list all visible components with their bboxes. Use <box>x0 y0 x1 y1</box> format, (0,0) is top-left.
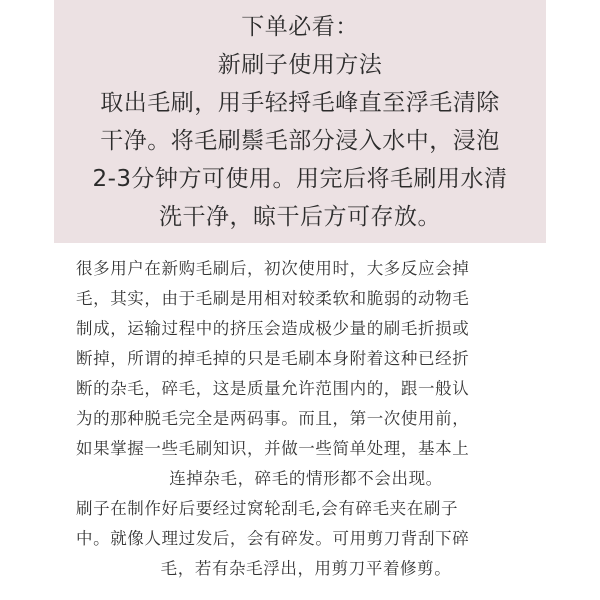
body-line: 中。就像人理过发后，会有碎发。可用剪刀背刮下碎 <box>76 529 470 548</box>
notice-line: 洗干净，晾干后方可存放。 <box>159 204 441 230</box>
notice-line: 干净。将毛刷鬃毛部分浸入水中，浸泡 <box>100 128 500 154</box>
body-paragraphs <box>76 254 536 584</box>
body-line: 制成，运输过程中的挤压会造成极少量的刷毛折损或 <box>76 319 470 338</box>
body-line: 毛，若有杂毛浮出，用剪刀平着修剪。 <box>160 559 452 578</box>
body-line: 毛，其实，由于毛刷是用相对较柔软和脆弱的动物毛 <box>76 289 470 308</box>
notice-line: 取出毛刷，用手轻捋毛峰直至浮毛清除 <box>100 90 500 116</box>
body-line: 刷子在制作好后要经过窝轮刮毛,会有碎毛夹在刷子 <box>76 499 459 518</box>
body-line: 如果掌握一些毛刷知识，并做一些简单处理，基本上 <box>76 439 470 458</box>
notice-subheading: 新刷子使用方法 <box>217 52 383 78</box>
notice-heading: 下单必看： <box>241 14 359 40</box>
body-line: 连掉杂毛，碎毛的情形都不会出现。 <box>169 469 443 488</box>
notice-line: 2-3分钟方可使用。用完后将毛刷用水清 <box>92 166 508 192</box>
body-line: 断掉，所谓的掉毛掉的只是毛刷本身附着这种已经折 <box>76 349 470 368</box>
body-line: 很多用户在新购毛刷后，初次使用时，大多反应会掉 <box>76 259 470 278</box>
body-line: 断的杂毛，碎毛，这是质量允许范围内的，跟一般认 <box>76 379 470 398</box>
body-line: 为的那种脱毛完全是两码事。而且，第一次使用前， <box>76 409 470 428</box>
notice-box <box>54 0 546 243</box>
